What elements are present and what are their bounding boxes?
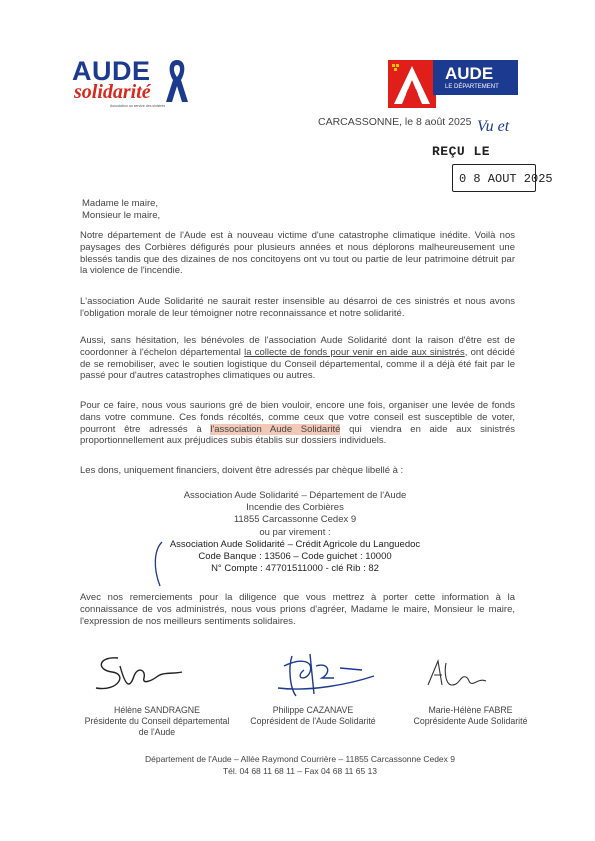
salutation-line-1: Madame le maire, — [82, 198, 159, 209]
signatory-center-name: Philippe CAZANAVE — [272, 705, 354, 715]
salutation-line-2: Monsieur le maire, — [82, 210, 161, 221]
departement-nameplate — [433, 60, 518, 95]
signatory-right — [408, 705, 533, 727]
a-emblem-icon — [388, 60, 436, 108]
signature-fabre — [420, 655, 490, 691]
bank-codes: Code Banque : 13506 – Code guichet : 10000 — [198, 551, 392, 563]
ribbon-icon — [164, 58, 190, 104]
signatory-center-role: Coprésident de l'Aude Solidarité — [250, 716, 376, 726]
page-footer — [140, 754, 460, 777]
handwritten-bracket — [150, 540, 164, 588]
signature-cazanave — [270, 648, 380, 702]
footer-address: Département de l'Aude – Allée Raymond Courrière – 11855 Carcassonne Cedex 9 — [144, 754, 455, 764]
paragraph-3 — [80, 335, 515, 382]
departement-name: AUDE — [445, 64, 494, 83]
received-stamp-date: 0 8 AOUT 2025 — [459, 172, 553, 186]
paragraph-1: Notre département de l'Aude est à nouveau victime d'une catastrophe climatique inédite. Voilà nos paysages des Corbières défigurés pour plusieurs années et nous déplorons malheureusement une blessés tandis que des dizaines de nos concitoyens ont vu tout ou partie de leur patrimoine détruit par la violence de l'incendie. — [80, 230, 515, 277]
place-and-date: CARCASSONNE, le 8 août 2025 — [318, 116, 472, 128]
association-highlight: l'association Aude Solidarité — [210, 423, 341, 435]
logo-aude-word: AUDE — [72, 56, 151, 86]
signatory-left-name: Hélène SANDRAGNE — [113, 705, 201, 715]
signatory-left-role: Présidente du Conseil départemental — [84, 716, 230, 726]
paragraph-4 — [80, 400, 515, 447]
logo-tagline: Association au service des sinistrés — [110, 104, 166, 108]
handwritten-note: Vu et — [477, 118, 510, 135]
paragraph-3-end: , ont décidé de se remobiliser, avec le soutien logistique du Conseil départemental, comme il a déjà été fait par le passé pour d'autres catastrophes climatiques ou autres. — [80, 346, 515, 382]
aude-solidarite-logo — [72, 58, 192, 116]
paragraph-5: Les dons, uniquement financiers, doivent être adressés par chèque libellé à : — [80, 465, 404, 476]
paragraph-4-end: qui viendra en aide aux sinistrés proportionnellement aux préjudices subis établis sur dossiers individuels. — [80, 423, 516, 447]
paragraph-2: L'association Aude Solidarité ne saurait rester insensible au désarroi de ces sinistrés et nous avons l'obligation morale de leur témoigner notre reconnaissance et notre solidarité. — [80, 296, 515, 319]
departement-subtitle: LE DÉPARTEMENT — [445, 84, 499, 90]
fund-name: Incendie des Corbières — [246, 502, 344, 514]
signatory-left-role-2: de l'Aude — [138, 727, 176, 737]
transfer-label: ou par virement : — [259, 526, 331, 538]
signature-sandragne — [88, 648, 188, 700]
signatory-right-name: Marie-Hélène FABRE — [428, 705, 513, 715]
departement-emblem — [388, 60, 436, 108]
received-stamp-box — [452, 164, 553, 192]
aude-departement-logo — [388, 60, 518, 108]
closing-paragraph: Avec nos remerciements pour la diligence que vous mettrez à porter cette information à la connaissance de vos administrés, nous vous prions d'agréer, Madame le maire, Monsieur le maire, l'expression de nos meilleurs sentiments solidaires. — [80, 592, 515, 627]
fundraising-underline: la collecte de fonds pour venir en aide aux sinistrés — [244, 346, 465, 358]
signatory-center — [243, 705, 383, 727]
received-stamp-label: REÇU LE — [432, 144, 491, 159]
signatory-right-role: Coprésidente Aude Solidarité — [413, 716, 528, 726]
payee-line: Association Aude Solidarité – Département de l'Aude — [183, 490, 407, 501]
account-number: N° Compte : 47701511000 - clé Rib : 82 — [211, 563, 379, 575]
payment-details — [160, 490, 430, 575]
signatory-left — [82, 705, 232, 738]
footer-phone: Tél. 04 68 11 68 11 – Fax 04 68 11 65 13 — [222, 765, 378, 776]
paragraph-3-start: Aussi, sans hésitation, les bénévoles de l'association Aude Solidarité dont la raison d'être est de coordonner à l'échelon départemental — [80, 335, 515, 358]
payee-address: 11855 Carcassonne Cedex 9 — [233, 514, 357, 526]
paragraph-4-start: Pour ce faire, nous vous saurions gré de bien vouloir, encore une fois, organiser une levée de fonds dans votre commune. Ces fonds récoltés, comme ceux que votre conseil est susceptible de voter, pourront être adressés à — [80, 400, 515, 435]
logo-solidarite-word: solidarité — [74, 81, 151, 103]
bank-name: Association Aude Solidarité – Crédit Agricole du Languedoc — [169, 538, 421, 550]
